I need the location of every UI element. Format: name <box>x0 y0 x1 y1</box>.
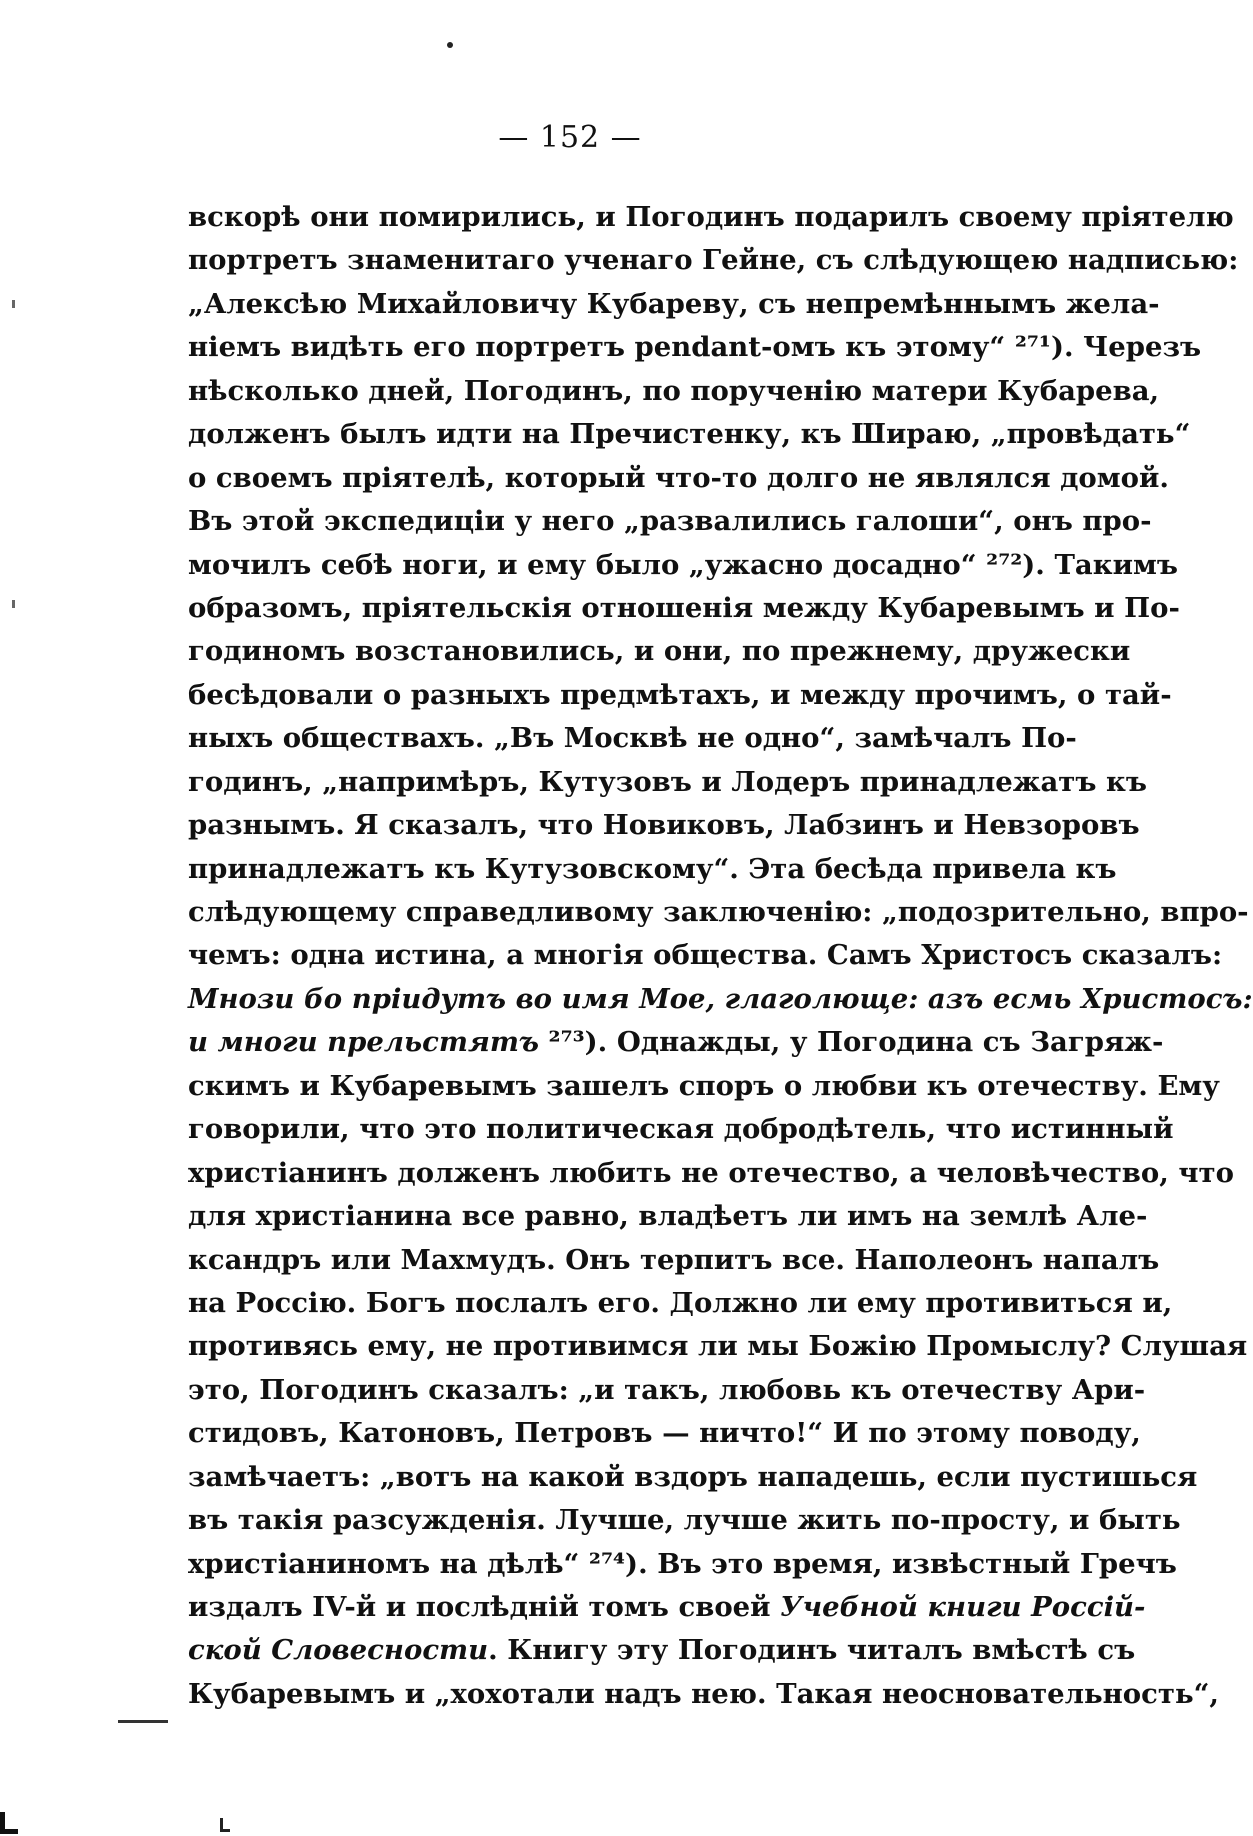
scan-tick-mark <box>220 1818 230 1832</box>
text-segment: бесѣдовали о разныхъ предмѣтахъ, и между прочимъ, о тай- <box>188 678 1172 711</box>
text-segment: замѣчаетъ: „вотъ на какой вздоръ нападешь, если пустишься <box>188 1460 1198 1493</box>
text-segment: на Россiю. Богъ послалъ его. Должно ли ему противиться и, <box>188 1286 1173 1319</box>
text-segment: это, Погодинъ сказалъ: „и такъ, любовь къ отечеству Ари- <box>188 1373 1146 1406</box>
text-line <box>188 1021 1164 1064</box>
text-line <box>188 544 1178 587</box>
text-segment: противясь ему, не противимся ли мы Божiю Промыслу? Слушая <box>188 1330 1248 1363</box>
text-line <box>188 1543 1177 1586</box>
text-segment: говорили, что это политическая добродѣтель, что истинный <box>188 1113 1174 1146</box>
text-line <box>188 717 1077 760</box>
text-segment: христiаниномъ на дѣлѣ“ ²⁷⁴). Въ это время, извѣстный Гречъ <box>188 1547 1177 1580</box>
text-segment: разнымъ. Я сказалъ, что Новиковъ, Лабзинъ и Невзоровъ <box>188 809 1140 842</box>
page-number: — 152 — <box>498 120 642 155</box>
text-line <box>188 326 1202 369</box>
text-line <box>188 1325 1248 1368</box>
text-line <box>188 934 1223 977</box>
text-line <box>188 630 1131 673</box>
text-line <box>188 370 1160 413</box>
text-line <box>188 1412 1141 1455</box>
text-segment: ²⁷³). Однажды, у Погодина съ Загряж- <box>538 1026 1164 1059</box>
text-line <box>188 1673 1219 1716</box>
text-segment: портретъ знаменитаго ученаго Гейне, съ слѣдующею надписью: <box>188 244 1239 277</box>
text-segment: ксандръ или Махмудъ. Онъ терпитъ все. Наполеонъ напалъ <box>188 1243 1160 1276</box>
text-segment: для христiанина все равно, владѣетъ ли имъ на землѣ Але- <box>188 1200 1148 1233</box>
text-segment: долженъ былъ идти на Пречистенку, къ Шираю, „провѣдать“ <box>188 418 1191 451</box>
text-line <box>188 1586 1146 1629</box>
text-segment: стидовъ, Катоновъ, Петровъ — ничто!“ И по этому поводу, <box>188 1417 1141 1450</box>
text-line <box>188 413 1191 456</box>
text-segment: нѣсколько дней, Погодинъ, по порученiю матери Кубарева, <box>188 374 1160 407</box>
text-line <box>188 1499 1181 1542</box>
text-segment: нiемъ видѣть его портретъ pendant-омъ къ этому“ ²⁷¹). Черезъ <box>188 331 1202 364</box>
text-line <box>188 587 1180 630</box>
text-segment: принадлежатъ къ Кутузовскому“. Эта бесѣда привела къ <box>188 852 1117 885</box>
text-line <box>188 848 1117 891</box>
text-segment: годинъ, „напримѣръ, Кутузовъ и Лодеръ принадлежатъ къ <box>188 765 1147 798</box>
margin-mark <box>12 300 15 308</box>
italic-text-segment: ской Словесности <box>188 1634 489 1667</box>
text-segment: образомъ, прiятельскiя отношенiя между Кубаревымъ и По- <box>188 591 1180 624</box>
text-segment: слѣдующему справедливому заключенiю: „подозрительно, впро- <box>188 896 1249 928</box>
text-segment: . Книгу эту Погодинъ читалъ вмѣстѣ съ <box>488 1634 1136 1667</box>
scan-dot <box>447 42 453 48</box>
text-segment: чемъ: одна истина, а многiя общества. Самъ Христосъ сказалъ: <box>188 939 1223 972</box>
text-segment: въ такiя разсужденiя. Лучше, лучше жить по-просту, и быть <box>188 1504 1181 1537</box>
text-segment: издалъ IV-й и послѣднiй томъ своей <box>188 1591 781 1623</box>
text-line <box>188 978 1253 1021</box>
text-segment: Въ этой экспедицiи у него „развалились галоши“, онъ про- <box>188 505 1152 538</box>
text-line <box>188 1369 1146 1412</box>
text-segment: мочилъ себѣ ноги, и ему было „ужасно досадно“ ²⁷²). Такимъ <box>188 548 1178 581</box>
text-line <box>188 891 1249 934</box>
italic-text-segment: и многи прельстятъ <box>188 1026 539 1059</box>
text-segment: годиномъ возстановились, и они, по прежнему, дружески <box>188 635 1131 668</box>
text-segment: христiанинъ долженъ любить не отечество, а человѣчество, что <box>188 1156 1234 1189</box>
text-segment: „Алексѣю Михайловичу Кубареву, съ непремѣннымъ жела- <box>188 287 1160 320</box>
italic-text-segment: Мнози бо прiидутъ во имя Мое, глаголюще: азъ есмь Христосъ: <box>188 982 1253 1015</box>
text-line <box>188 674 1172 717</box>
text-line <box>188 1065 1220 1108</box>
text-segment: о своемъ прiятелѣ, который что-то долго не являлся домой. <box>188 461 1169 494</box>
text-line <box>188 1456 1198 1499</box>
body-text <box>188 196 1253 1716</box>
text-line <box>188 1195 1148 1238</box>
text-line <box>188 1239 1160 1282</box>
text-line <box>188 500 1152 543</box>
text-line <box>188 804 1140 847</box>
italic-text-segment: Учебной книги Россiй- <box>780 1591 1146 1623</box>
text-line <box>188 1108 1174 1151</box>
text-line <box>188 1629 1136 1672</box>
text-line <box>188 239 1239 282</box>
margin-mark <box>12 600 15 608</box>
text-line <box>188 1152 1234 1195</box>
text-segment: ныхъ обществахъ. „Въ Москвѣ не одно“, замѣчалъ По- <box>188 722 1077 755</box>
text-line <box>188 1282 1173 1325</box>
text-line <box>188 457 1169 500</box>
text-segment: вскорѣ они помирились, и Погодинъ подарилъ своему прiятелю <box>188 201 1234 233</box>
scan-mark <box>118 1720 168 1723</box>
text-line <box>188 196 1234 239</box>
scan-corner-mark <box>0 1812 18 1834</box>
text-segment: Кубаревымъ и „хохотали надъ нею. Такая неосновательность“, <box>188 1677 1219 1710</box>
text-segment: скимъ и Кубаревымъ зашелъ споръ о любви къ отечеству. Ему <box>188 1069 1220 1102</box>
text-line <box>188 283 1160 326</box>
text-line <box>188 761 1147 804</box>
